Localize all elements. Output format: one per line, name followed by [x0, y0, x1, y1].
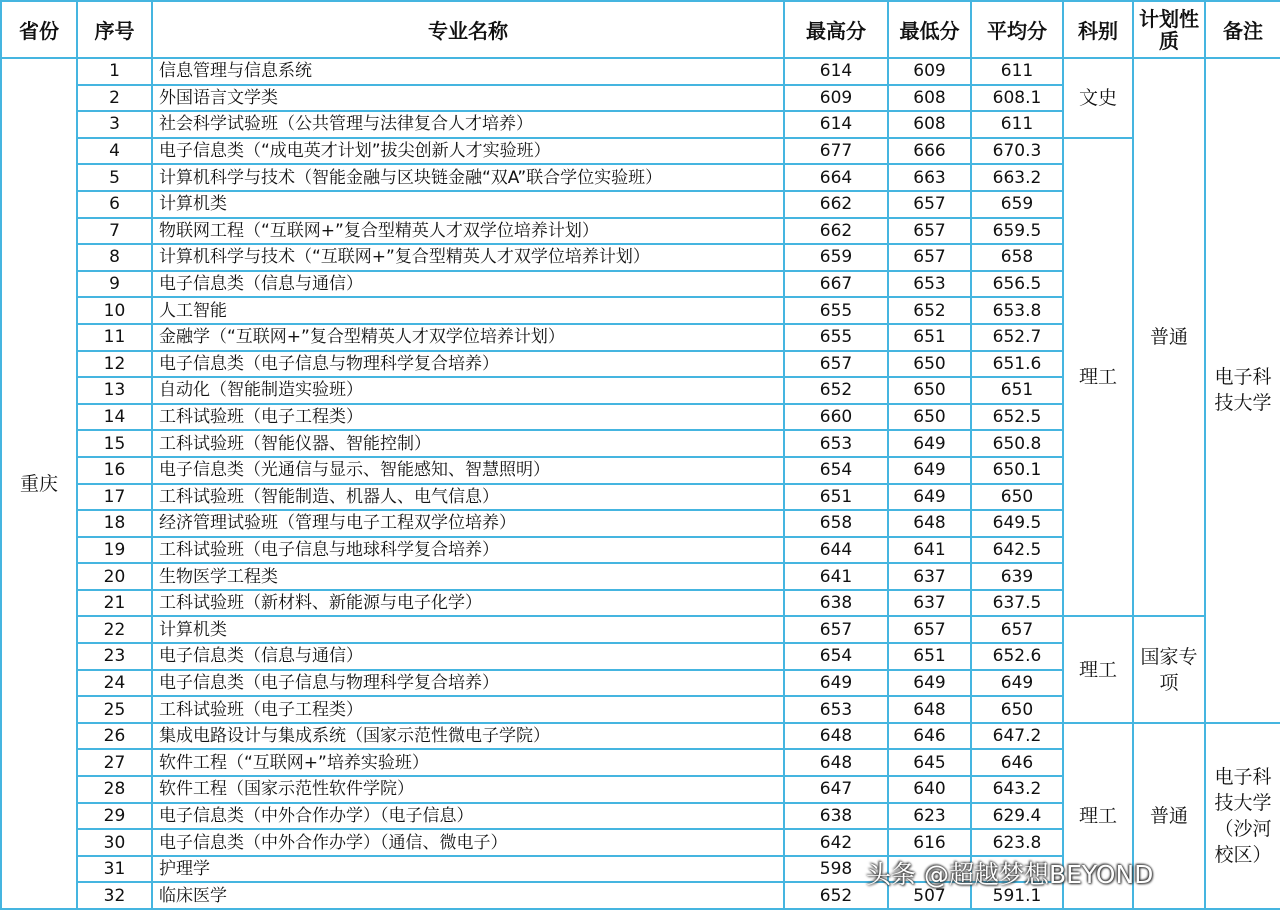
- min-cell: 663: [888, 164, 971, 191]
- seq-cell: 2: [77, 85, 152, 112]
- table-body: [1, 58, 1280, 909]
- seq-cell: 11: [77, 324, 152, 351]
- major-cell: 电子信息类（信息与通信）: [152, 271, 784, 298]
- avg-cell: 637.5: [971, 590, 1063, 617]
- min-cell: 609: [888, 58, 971, 85]
- avg-cell: 611: [971, 111, 1063, 138]
- max-cell: 638: [784, 803, 888, 830]
- major-cell: 工科试验班（智能制造、机器人、电气信息）: [152, 484, 784, 511]
- min-cell: 652: [888, 297, 971, 324]
- avg-cell: 611: [971, 58, 1063, 85]
- seq-cell: 22: [77, 616, 152, 643]
- seq-cell: 28: [77, 776, 152, 803]
- seq-cell: 20: [77, 563, 152, 590]
- table-row: [1, 616, 1280, 643]
- min-cell: 645: [888, 749, 971, 776]
- major-cell: 经济管理试验班（管理与电子工程双学位培养）: [152, 510, 784, 537]
- max-cell: 655: [784, 297, 888, 324]
- major-cell: 外国语言文学类: [152, 85, 784, 112]
- seq-cell: 18: [77, 510, 152, 537]
- seq-cell: 21: [77, 590, 152, 617]
- header-row: [1, 1, 1280, 58]
- seq-cell: 1: [77, 58, 152, 85]
- major-cell: 电子信息类（中外合作办学）（电子信息）: [152, 803, 784, 830]
- max-cell: 653: [784, 696, 888, 723]
- max-cell: 642: [784, 829, 888, 856]
- avg-cell: 649.5: [971, 510, 1063, 537]
- max-cell: 658: [784, 510, 888, 537]
- min-cell: 651: [888, 643, 971, 670]
- seq-cell: 26: [77, 723, 152, 750]
- min-cell: 637: [888, 590, 971, 617]
- major-cell: 计算机类: [152, 191, 784, 218]
- major-cell: 电子信息类（电子信息与物理科学复合培养）: [152, 670, 784, 697]
- min-cell: 649: [888, 430, 971, 457]
- major-cell: 护理学: [152, 856, 784, 883]
- max-cell: 660: [784, 404, 888, 431]
- seq-cell: 31: [77, 856, 152, 883]
- min-cell: 657: [888, 244, 971, 271]
- avg-cell: 659.5: [971, 218, 1063, 245]
- seq-cell: 24: [77, 670, 152, 697]
- note-2: 电子科技大学（沙河校区）: [1205, 723, 1280, 909]
- major-cell: 软件工程（国家示范性软件学院）: [152, 776, 784, 803]
- avg-cell: 663.2: [971, 164, 1063, 191]
- max-cell: 609: [784, 85, 888, 112]
- header-note: 备注: [1205, 1, 1280, 58]
- header-min: 最低分: [888, 1, 971, 58]
- category-ligong-3: 理工: [1063, 723, 1133, 909]
- seq-cell: 8: [77, 244, 152, 271]
- major-cell: 工科试验班（电子工程类）: [152, 696, 784, 723]
- avg-cell: 659: [971, 191, 1063, 218]
- header-plan: 计划性质: [1133, 1, 1205, 58]
- category-ligong-2: 理工: [1063, 616, 1133, 722]
- major-cell: 计算机类: [152, 616, 784, 643]
- avg-cell: 650.8: [971, 430, 1063, 457]
- max-cell: 662: [784, 218, 888, 245]
- major-cell: 电子信息类（光通信与显示、智能感知、智慧照明）: [152, 457, 784, 484]
- max-cell: 614: [784, 58, 888, 85]
- seq-cell: 6: [77, 191, 152, 218]
- avg-cell: 651.6: [971, 351, 1063, 378]
- max-cell: 651: [784, 484, 888, 511]
- seq-cell: 4: [77, 138, 152, 165]
- seq-cell: 27: [77, 749, 152, 776]
- max-cell: 649: [784, 670, 888, 697]
- seq-cell: 32: [77, 882, 152, 909]
- min-cell: 649: [888, 457, 971, 484]
- avg-cell: 650: [971, 696, 1063, 723]
- avg-cell: 670.3: [971, 138, 1063, 165]
- min-cell: 657: [888, 191, 971, 218]
- seq-cell: 10: [77, 297, 152, 324]
- seq-cell: 14: [77, 404, 152, 431]
- min-cell: 637: [888, 563, 971, 590]
- avg-cell: 656.5: [971, 271, 1063, 298]
- header-avg: 平均分: [971, 1, 1063, 58]
- seq-cell: 16: [77, 457, 152, 484]
- major-cell: 软件工程（“互联网+”培养实验班）: [152, 749, 784, 776]
- seq-cell: 19: [77, 537, 152, 564]
- max-cell: 657: [784, 616, 888, 643]
- avg-cell: 591.1: [971, 882, 1063, 909]
- plan-putong-1: 普通: [1133, 58, 1205, 616]
- avg-cell: 650.1: [971, 457, 1063, 484]
- min-cell: 648: [888, 510, 971, 537]
- max-cell: 638: [784, 590, 888, 617]
- max-cell: 641: [784, 563, 888, 590]
- min-cell: 666: [888, 138, 971, 165]
- min-cell: 650: [888, 351, 971, 378]
- seq-cell: 12: [77, 351, 152, 378]
- table-row: [1, 723, 1280, 750]
- seq-cell: 29: [77, 803, 152, 830]
- major-cell: 集成电路设计与集成系统（国家示范性微电子学院）: [152, 723, 784, 750]
- min-cell: 651: [888, 324, 971, 351]
- major-cell: 工科试验班（智能仪器、智能控制）: [152, 430, 784, 457]
- header-major: 专业名称: [152, 1, 784, 58]
- max-cell: 662: [784, 191, 888, 218]
- seq-cell: 13: [77, 377, 152, 404]
- major-cell: 金融学（“互联网+”复合型精英人才双学位培养计划）: [152, 324, 784, 351]
- major-cell: 工科试验班（电子工程类）: [152, 404, 784, 431]
- max-cell: 677: [784, 138, 888, 165]
- avg-cell: 651: [971, 377, 1063, 404]
- min-cell: 641: [888, 537, 971, 564]
- major-cell: 信息管理与信息系统: [152, 58, 784, 85]
- major-cell: 人工智能: [152, 297, 784, 324]
- seq-cell: 30: [77, 829, 152, 856]
- min-cell: 650: [888, 404, 971, 431]
- table-row: [1, 58, 1280, 85]
- province-cell: 重庆: [1, 58, 77, 909]
- min-cell: 648: [888, 696, 971, 723]
- category-ligong-1: 理工: [1063, 138, 1133, 617]
- avg-cell: 652.6: [971, 643, 1063, 670]
- max-cell: 655: [784, 324, 888, 351]
- major-cell: 自动化（智能制造实验班）: [152, 377, 784, 404]
- major-cell: 电子信息类（中外合作办学）（通信、微电子）: [152, 829, 784, 856]
- max-cell: 614: [784, 111, 888, 138]
- max-cell: 667: [784, 271, 888, 298]
- header-province: 省份: [1, 1, 77, 58]
- avg-cell: 646: [971, 749, 1063, 776]
- major-cell: 社会科学试验班（公共管理与法律复合人才培养）: [152, 111, 784, 138]
- major-cell: 电子信息类（“成电英才计划”拔尖创新人才实验班）: [152, 138, 784, 165]
- max-cell: 648: [784, 723, 888, 750]
- avg-cell: 647.2: [971, 723, 1063, 750]
- max-cell: 653: [784, 430, 888, 457]
- min-cell: 608: [888, 85, 971, 112]
- seq-cell: 17: [77, 484, 152, 511]
- min-cell: 649: [888, 670, 971, 697]
- min-cell: 650: [888, 377, 971, 404]
- note-1: 电子科技大学: [1205, 58, 1280, 723]
- max-cell: 644: [784, 537, 888, 564]
- avg-cell: 639: [971, 563, 1063, 590]
- major-cell: 工科试验班（电子信息与地球科学复合培养）: [152, 537, 784, 564]
- max-cell: 648: [784, 749, 888, 776]
- avg-cell: 650: [971, 484, 1063, 511]
- min-cell: 657: [888, 218, 971, 245]
- max-cell: 659: [784, 244, 888, 271]
- watermark: 头条 @超越梦想BEYOND: [866, 860, 1154, 889]
- avg-cell: 652.7: [971, 324, 1063, 351]
- major-cell: 临床医学: [152, 882, 784, 909]
- seq-cell: 23: [77, 643, 152, 670]
- min-cell: 657: [888, 616, 971, 643]
- seq-cell: 3: [77, 111, 152, 138]
- major-cell: 电子信息类（电子信息与物理科学复合培养）: [152, 351, 784, 378]
- avg-cell: 643.2: [971, 776, 1063, 803]
- max-cell: 654: [784, 457, 888, 484]
- max-cell: 652: [784, 882, 888, 909]
- max-cell: 598: [784, 856, 888, 883]
- seq-cell: 25: [77, 696, 152, 723]
- header-max: 最高分: [784, 1, 888, 58]
- avg-cell: 652.5: [971, 404, 1063, 431]
- table-row: [1, 138, 1280, 165]
- min-cell: 507: [888, 882, 971, 909]
- major-cell: 计算机科学与技术（“互联网+”复合型精英人才双学位培养计划）: [152, 244, 784, 271]
- avg-cell: 623.8: [971, 829, 1063, 856]
- min-cell: 653: [888, 271, 971, 298]
- header-category: 科别: [1063, 1, 1133, 58]
- max-cell: 647: [784, 776, 888, 803]
- seq-cell: 5: [77, 164, 152, 191]
- category-wenshi: 文史: [1063, 58, 1133, 138]
- min-cell: 608: [888, 111, 971, 138]
- min-cell: 649: [888, 484, 971, 511]
- plan-putong-2: 普通: [1133, 723, 1205, 909]
- seq-cell: 7: [77, 218, 152, 245]
- avg-cell: 649: [971, 670, 1063, 697]
- min-cell: 616: [888, 829, 971, 856]
- avg-cell: 642.5: [971, 537, 1063, 564]
- min-cell: 646: [888, 723, 971, 750]
- max-cell: 657: [784, 351, 888, 378]
- header-seq: 序号: [77, 1, 152, 58]
- major-cell: 计算机科学与技术（智能金融与区块链金融“双A”联合学位实验班）: [152, 164, 784, 191]
- major-cell: 物联网工程（“互联网+”复合型精英人才双学位培养计划）: [152, 218, 784, 245]
- min-cell: 640: [888, 776, 971, 803]
- major-cell: 工科试验班（新材料、新能源与电子化学）: [152, 590, 784, 617]
- avg-cell: 657: [971, 616, 1063, 643]
- avg-cell: 629.4: [971, 803, 1063, 830]
- plan-guojia: 国家专项: [1133, 616, 1205, 722]
- max-cell: 652: [784, 377, 888, 404]
- major-cell: 电子信息类（信息与通信）: [152, 643, 784, 670]
- max-cell: 654: [784, 643, 888, 670]
- major-cell: 生物医学工程类: [152, 563, 784, 590]
- max-cell: 664: [784, 164, 888, 191]
- avg-cell: 658: [971, 244, 1063, 271]
- seq-cell: 15: [77, 430, 152, 457]
- avg-cell: 608.1: [971, 85, 1063, 112]
- seq-cell: 9: [77, 271, 152, 298]
- avg-cell: 653.8: [971, 297, 1063, 324]
- min-cell: 623: [888, 803, 971, 830]
